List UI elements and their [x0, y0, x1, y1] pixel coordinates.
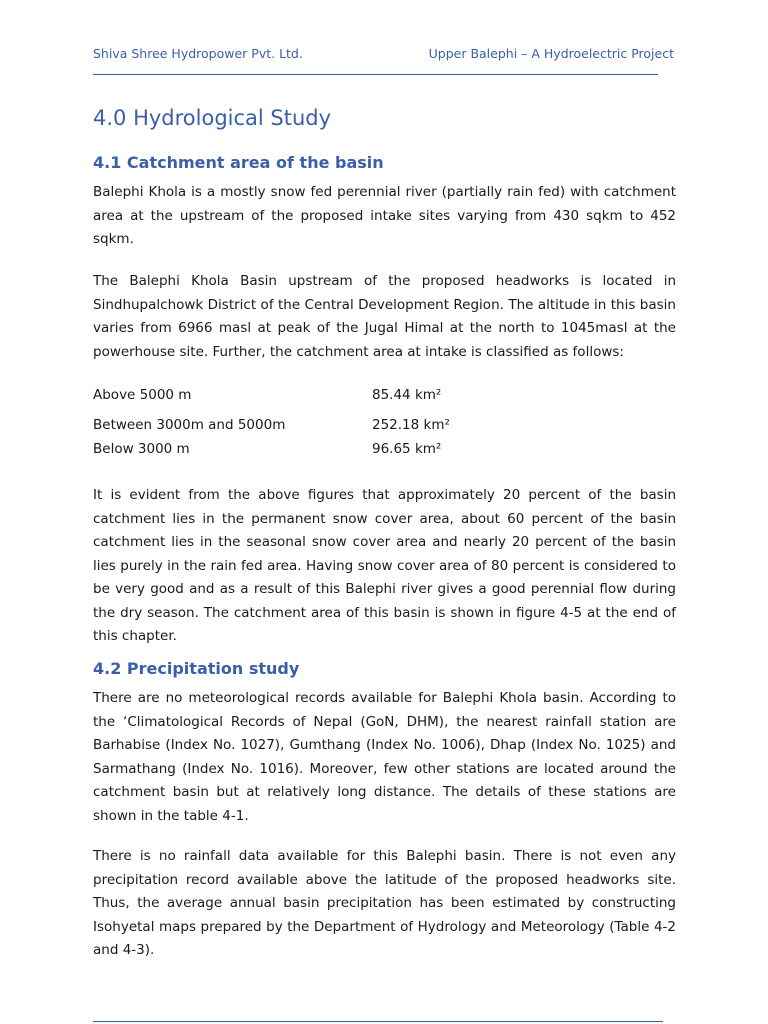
- paragraph-basin-location: The Balephi Khola Basin upstream of the proposed headworks is located in Sindhupalchowk District of the Central Development Region. The altitude in this basin varies from 6966 masl at peak of the Jugal Himal at the north to 1045masl at the powerhouse site. Further, the catchment area at intake is classified as follows:: [93, 273, 676, 360]
- area-row: [93, 385, 676, 405]
- area-row: [93, 439, 676, 459]
- paragraph-rainfall-estimation: There is no rainfall data available for this Balephi basin. There is not even any precipitation record available above the latitude of the proposed headworks site. Thus, the average annual basin precipitation has been estimated by constructing Isohyetal maps prepared by the Department of Hydrology and Meteorology (Table 4-2 and 4-3).: [93, 848, 676, 958]
- header-company: Shiva Shree Hydropower Pvt. Ltd.: [93, 46, 303, 61]
- header-rule: [93, 74, 658, 75]
- area-label: Below 3000 m: [93, 441, 190, 457]
- area-value: 85.44 km²: [372, 387, 442, 403]
- paragraph-meteorological-records: There are no meteorological records available for Balephi Khola basin. According to the ‘Climatological Records of Nepal (GoN, DHM), the nearest rainfall station are Barhabise (Index No. 1027), Gumthang (Index No. 1006), Dhap (Index No. 1025) and Sarmathang (Index No. 1016). Moreover, few other stations are located around the catchment basin but at relatively long distance. The details of these stations are shown in the table 4-1.: [93, 690, 676, 824]
- section-heading-catchment: 4.1 Catchment area of the basin: [93, 153, 384, 172]
- area-value: 252.18 km²: [372, 417, 450, 433]
- section-heading-precipitation: 4.2 Precipitation study: [93, 659, 300, 678]
- area-value: 96.65 km²: [372, 441, 442, 457]
- paragraph-snow-cover: It is evident from the above figures that approximately 20 percent of the basin catchment lies in the permanent snow cover area, about 60 percent of the basin catchment lies in the seasonal snow cover area and nearly 20 percent of the basin lies purely in the rain fed area. Having snow cover area of 80 percent is considered to be very good and as a result of this Balephi river gives a good perennial flow during the dry season. The catchment area of this basin is shown in figure 4-5 at the end of this chapter.: [93, 487, 676, 644]
- header-project: Upper Balephi – A Hydroelectric Project: [428, 46, 674, 61]
- paragraph-catchment-intro: Balephi Khola is a mostly snow fed perennial river (partially rain fed) with catchment area at the upstream of the proposed intake sites varying from 430 sqkm to 452 sqkm.: [93, 184, 676, 247]
- chapter-title: 4.0 Hydrological Study: [93, 106, 332, 130]
- area-label: Between 3000m and 5000m: [93, 417, 286, 433]
- area-label: Above 5000 m: [93, 387, 192, 403]
- footer-rule: [93, 1021, 663, 1022]
- area-row: [93, 415, 676, 435]
